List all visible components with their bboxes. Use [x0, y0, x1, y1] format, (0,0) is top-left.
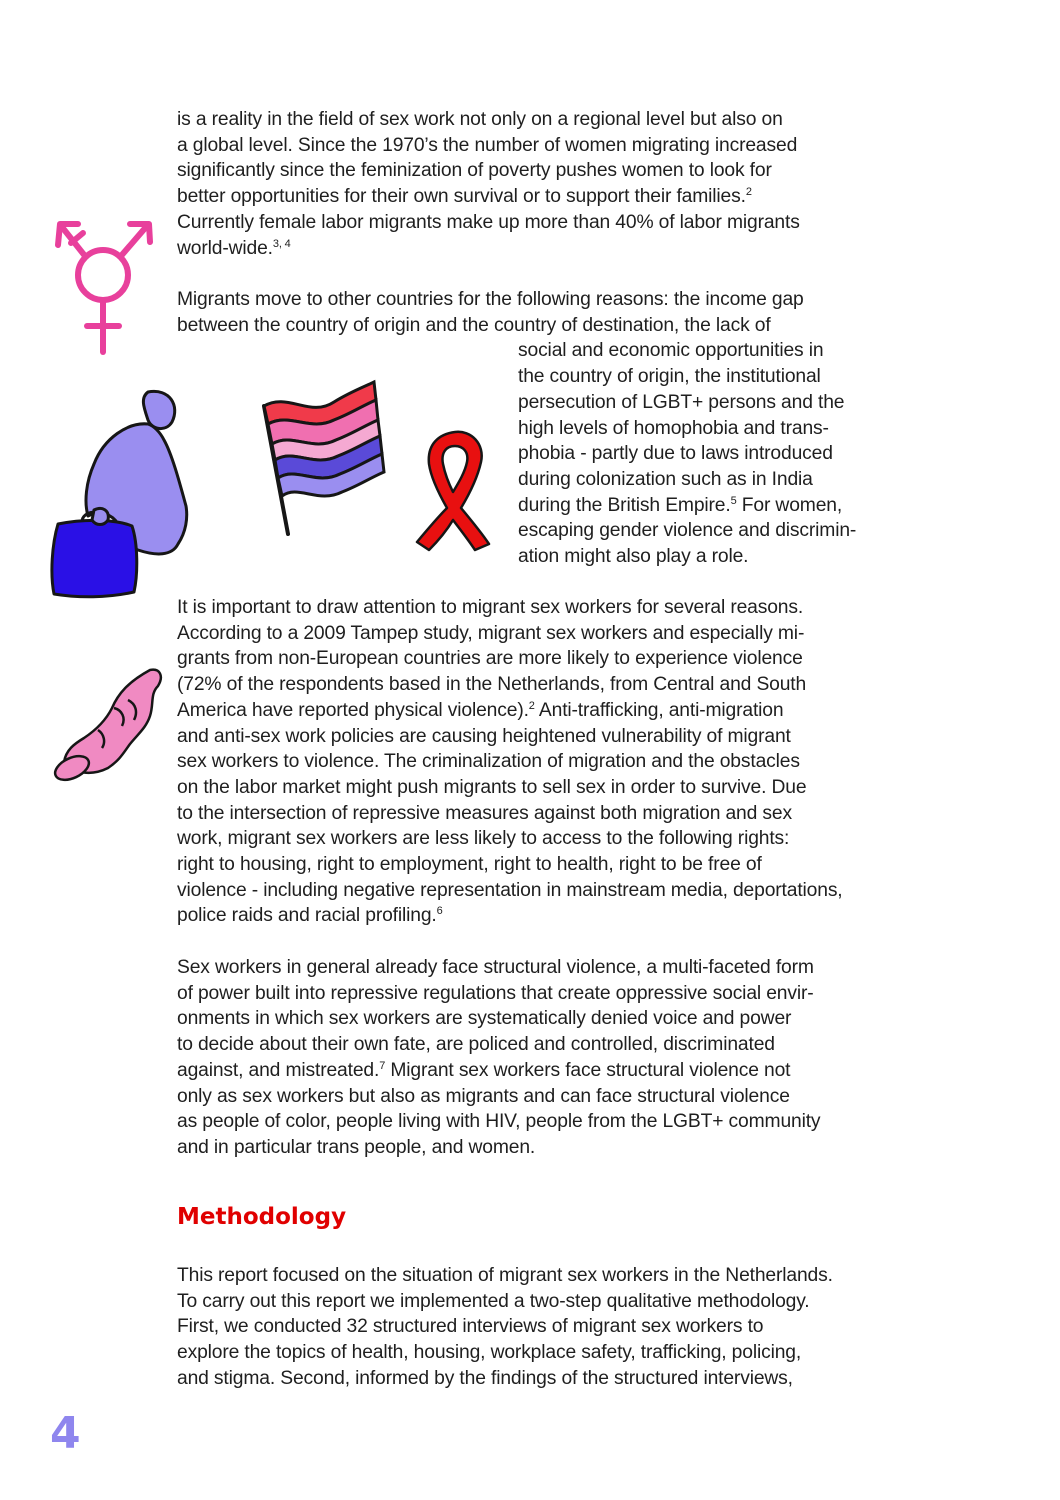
- paragraph-importance: [177, 595, 893, 929]
- text-line: against, and mistreated.$^7$ Migrant sex workers face structural violence not: [177, 1059, 791, 1081]
- bisexual-pride-flag-icon: [258, 378, 390, 538]
- migrant-person-with-suitcase-icon: [48, 384, 193, 599]
- text-line: persecution of LGBT+ persons and the: [518, 391, 845, 413]
- text-line: as people of color, people living with HIV, people from the LGBT+ community: [177, 1111, 821, 1133]
- transgender-symbol-icon: [50, 212, 160, 357]
- text-line: significantly since the feminization of poverty pushes women to look for: [177, 160, 772, 182]
- text-line: and stigma. Second, informed by the findings of the structured interviews,: [177, 1367, 793, 1389]
- text-line: According to a 2009 Tampep study, migrant sex workers and especially mi-: [177, 622, 805, 644]
- text-line: Sex workers in general already face structural violence, a multi-faceted form: [177, 957, 814, 978]
- condom-icon: [50, 664, 168, 784]
- footnote-reference: 6: [436, 905, 443, 918]
- text-line: during the British Empire.$^5$ For women,: [518, 494, 843, 516]
- text-line: police raids and racial profiling.$^6$: [177, 905, 443, 927]
- text-line: This report focused on the situation of migrant sex workers in the Netherlands.: [177, 1265, 833, 1286]
- text-line: sex workers to violence. The criminalization of migration and the obstacles: [177, 751, 800, 773]
- text-line: is a reality in the field of sex work not only on a regional level but also on: [177, 109, 783, 130]
- footnote-reference: 2: [528, 699, 535, 712]
- text-line: grants from non-European countries are more likely to experience violence: [177, 648, 803, 670]
- text-line: explore the topics of health, housing, workplace safety, trafficking, policing,: [177, 1342, 802, 1364]
- text-line: violence - including negative representation in mainstream media, deportations,: [177, 879, 843, 901]
- text-line: during colonization such as in India: [518, 468, 813, 490]
- text-line: only as sex workers but also as migrants and can face structural violence: [177, 1085, 790, 1107]
- text-line: Currently female labor migrants make up more than 40% of labor migrants: [177, 211, 800, 233]
- text-line: on the labor market might push migrants to sell sex in order to survive. Due: [177, 776, 807, 798]
- text-line: of power built into repressive regulations that create oppressive social envir-: [177, 982, 814, 1004]
- text-line: escaping gender violence and discrimin-: [518, 520, 857, 542]
- text-line: First, we conducted 32 structured interviews of migrant sex workers to: [177, 1316, 764, 1338]
- awareness-ribbon-icon: [415, 428, 495, 553]
- text-line: and in particular trans people, and women.: [177, 1136, 536, 1158]
- text-line: social and economic opportunities in: [518, 340, 824, 362]
- footnote-reference: 7: [379, 1059, 386, 1072]
- paragraph-methodology: [177, 1263, 893, 1392]
- text-line: It is important to draw attention to migrant sex workers for several reasons.: [177, 597, 804, 618]
- page-number: 4: [50, 1408, 81, 1459]
- text-line: and anti-sex work policies are causing heightened vulnerability of migrant: [177, 725, 791, 747]
- text-line: better opportunities for their own survival or to support their families.$^2$: [177, 186, 752, 208]
- footnote-reference: 2: [745, 186, 752, 199]
- text-line: a global level. Since the 1970’s the number of women migrating increased: [177, 134, 798, 156]
- text-line: (72% of the respondents based in the Netherlands, from Central and South: [177, 674, 807, 696]
- text-line: To carry out this report we implemented a two-step qualitative methodology.: [177, 1290, 810, 1312]
- text-line: phobia - partly due to laws introduced: [518, 443, 833, 465]
- footnote-reference: 5: [730, 494, 737, 507]
- section-heading-methodology: Methodology: [177, 1204, 347, 1230]
- text-line: to the intersection of repressive measures against both migration and sex: [177, 802, 792, 824]
- text-line: high levels of homophobia and trans-: [518, 417, 829, 439]
- footnote-reference: 3, 4: [272, 237, 291, 250]
- text-line: onments in which sex workers are systematically denied voice and power: [177, 1008, 792, 1030]
- text-line: world-wide.$^{3, 4}$: [177, 237, 291, 259]
- text-line: the country of origin, the institutional: [518, 366, 821, 388]
- paragraph-intro: [177, 107, 893, 261]
- text-line: work, migrant sex workers are less likely to access to the following rights:: [177, 828, 790, 850]
- text-line: right to housing, right to employment, right to health, right to be free of: [177, 854, 762, 876]
- text-line: Migrants move to other countries for the following reasons: the income gap: [177, 289, 804, 310]
- text-line: to decide about their own fate, are policed and controlled, discriminated: [177, 1034, 775, 1056]
- paragraph-structural-violence: [177, 955, 893, 1161]
- text-line: America have reported physical violence).$^2$ Anti-trafficking, anti-migration: [177, 699, 784, 721]
- text-line: ation might also play a role.: [518, 546, 749, 568]
- text-line: between the country of origin and the country of destination, the lack of: [177, 314, 771, 336]
